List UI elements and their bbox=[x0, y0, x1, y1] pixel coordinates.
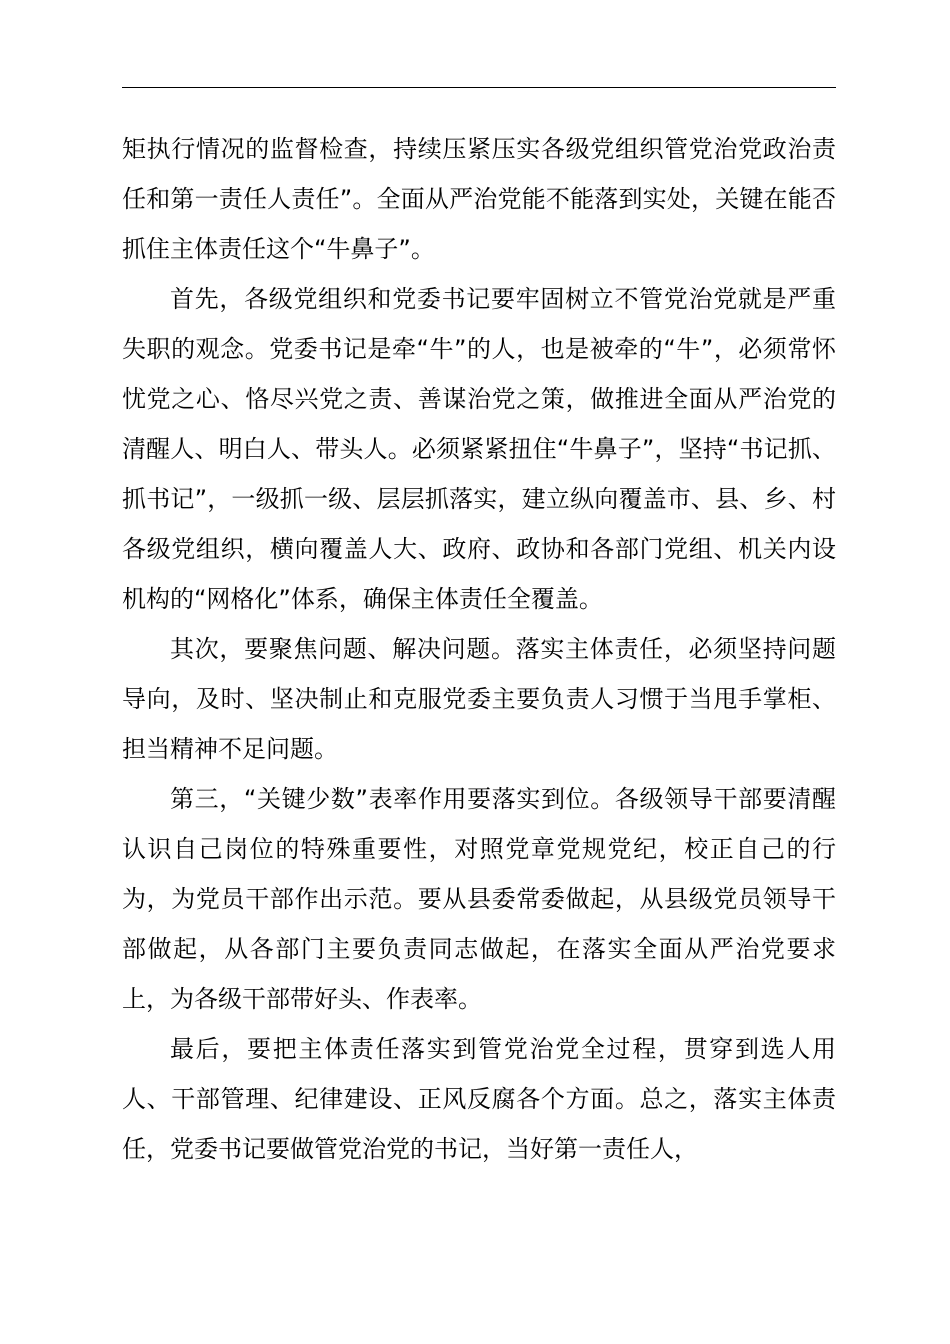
paragraph-last: 最后，要把主体责任落实到管党治党全过程，贯穿到选人用人、干部管理、纪律建设、正风反腐各个方面。总之，落实主体责任，党委书记要做管党治党的书记，当好第一责任人， bbox=[122, 1035, 836, 1163]
paragraph-first: 首先，各级党组织和党委书记要牢固树立不管党治党就是严重失职的观念。党委书记是牵“牛”的人，也是被牵的“牛”，必须常怀忧党之心、恪尽兴党之责、善谋治党之策，做推进全面从严治党的清醒人、明白人、带头人。必须紧紧扭住“牛鼻子”，坚持“书记抓、抓书记”，一级抓一级、层层抓落实，建立纵向覆盖市、县、乡、村各级党组织，横向覆盖人大、政府、政协和各部门党组、机关内设机构的“网格化”体系，确保主体责任全覆盖。 bbox=[122, 285, 836, 613]
paragraph-second: 其次，要聚焦问题、解决问题。落实主体责任，必须坚持问题导向，及时、坚决制止和克服党委主要负责人习惯于当甩手掌柜、担当精神不足问题。 bbox=[122, 635, 836, 763]
paragraph-third: 第三，“关键少数”表率作用要落实到位。各级领导干部要清醒认识自己岗位的特殊重要性，对照党章党规党纪，校正自己的行为，为党员干部作出示范。要从县委常委做起，从县级党员领导干部做起，从各部门主要负责同志做起，在落实全面从严治党要求上，为各级干部带好头、作表率。 bbox=[122, 785, 836, 1013]
header-rule bbox=[122, 87, 836, 88]
document-body bbox=[122, 124, 836, 1174]
paragraph-continuation: 矩执行情况的监督检查，持续压紧压实各级党组织管党治党政治责任和第一责任人责任”。全面从严治党能不能落到实处，关键在能否抓住主体责任这个“牛鼻子”。 bbox=[122, 135, 836, 263]
